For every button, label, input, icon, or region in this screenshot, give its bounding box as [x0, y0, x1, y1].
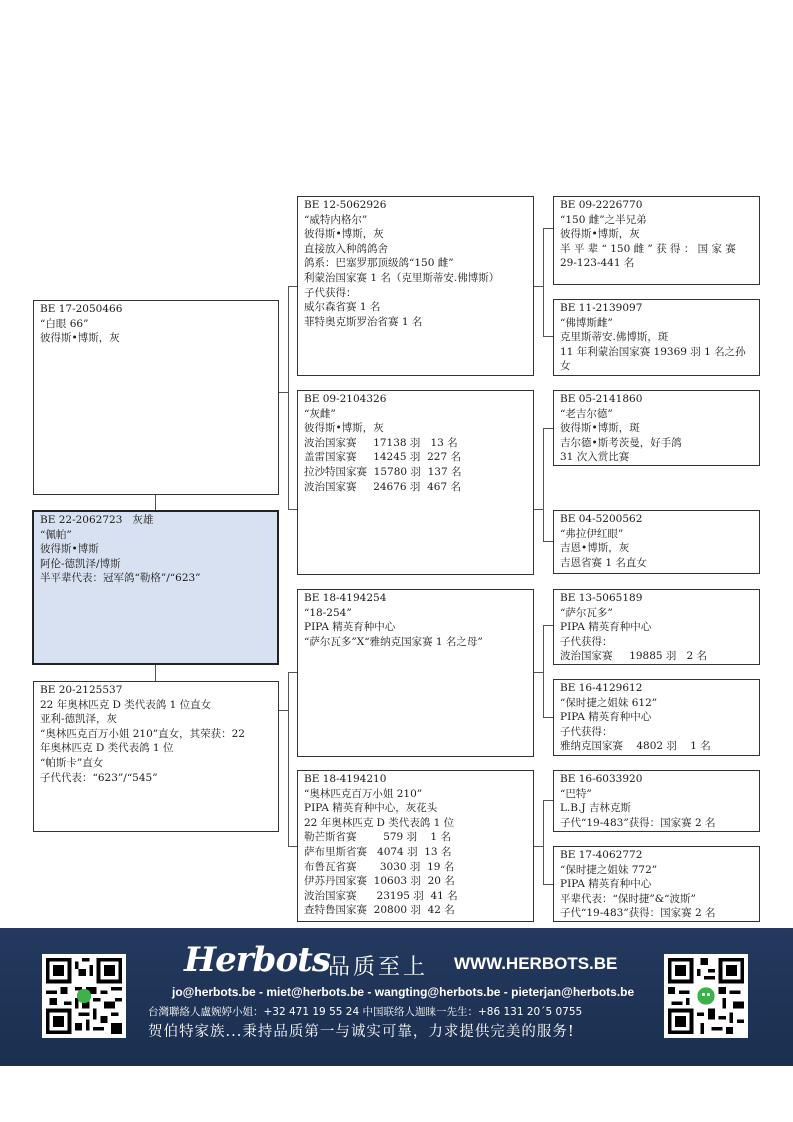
ring-number: BE 18-4194254	[304, 592, 387, 604]
pedigree-line: 利蒙治国家赛 1 名（克里斯蒂安.佛博斯）	[304, 271, 500, 284]
pedigree-line: 11 年利蒙治国家赛 19369 羽 1 名之孙	[560, 345, 746, 358]
brand-header	[184, 940, 624, 984]
ring-number: BE 13-5065189	[560, 592, 643, 604]
ring-number: BE 04-5200562	[560, 513, 643, 525]
contact-phones: 台灣聯絡人盧婉婷小姐：+32 471 19 55 24 中国联络人迦睐一先生：+86 131 20´5 0755	[148, 1006, 583, 1018]
connector	[288, 672, 289, 846]
pedigree-line: 吉尔德•斯考茨曼，好手鸽	[560, 436, 682, 449]
pedigree-line: 彼得斯•博斯，灰	[304, 228, 384, 241]
pedigree-line: 吉恩省赛 1 名直女	[560, 556, 647, 569]
pedigree-line: 波治国家赛 24676 羽 467 名	[304, 480, 461, 493]
pedigree-subject	[32, 510, 279, 665]
pedigree-line: 22 年奥林匹克 D 类代表鸽 1 位直女	[40, 698, 212, 711]
connector	[534, 672, 543, 673]
pedigree-line: 勒芒斯省赛 579 羽 1 名	[304, 831, 451, 844]
pedigree-sire-dam	[297, 390, 534, 575]
connector	[543, 228, 544, 336]
ring-number: BE 18-4194210	[304, 773, 387, 785]
pedigree-sire-sire	[297, 196, 534, 376]
pedigree-sd-dam	[553, 510, 760, 574]
pedigree-line: 拉沙特国家赛 15780 羽 137 名	[304, 465, 462, 478]
pedigree-line: “萨尔瓦多”	[560, 606, 613, 619]
pedigree-ds-dam	[553, 679, 760, 756]
pedigree-ds-sire	[553, 589, 760, 665]
connector	[543, 428, 544, 541]
pedigree-line: “18-254”	[304, 606, 352, 619]
pedigree-dd-dam	[553, 846, 760, 922]
pedigree-line: 盖雷国家赛 14245 羽 227 名	[304, 451, 461, 464]
pedigree-line: “奥林匹克百万小姐 210”	[304, 787, 423, 800]
brand-slogan: 品质至上	[328, 955, 429, 980]
pedigree-line: 子代获得：	[304, 286, 357, 299]
pedigree-dam	[33, 681, 279, 832]
ring-number: BE 20-2125537	[40, 684, 123, 696]
pedigree-line: 彼得斯•博斯，灰	[560, 228, 640, 241]
ring-number: BE 17-2050466	[40, 303, 123, 315]
connector	[543, 228, 553, 229]
pedigree-line: 29-123-441 名	[560, 257, 635, 270]
pedigree-line: “老吉尔德”	[560, 407, 613, 420]
pedigree-line: 子代获得：	[560, 725, 613, 738]
connector	[543, 625, 553, 626]
connector	[279, 392, 288, 393]
ring-number: BE 12-5062926	[304, 199, 387, 211]
pedigree-dam-sire	[297, 589, 534, 757]
pedigree-line: “佛博斯雌”	[560, 316, 613, 329]
pedigree-line: 吉恩•博斯，灰	[560, 542, 630, 555]
pedigree-line: 直接放入种鸽鸽舍	[304, 242, 388, 255]
pedigree-line: “灰雌”	[304, 407, 336, 420]
pedigree-line: “150 雌”之半兄弟	[560, 213, 647, 226]
ring-number: BE 17-4062772	[560, 849, 643, 861]
pedigree-dd-sire	[553, 770, 760, 832]
pedigree-line: 波治国家赛 19885 羽 2 名	[560, 650, 707, 663]
company-tagline: 贺伯特家族...秉持品质第一与诚实可靠，力求提供完美的服务!	[148, 1024, 575, 1040]
connector	[288, 846, 297, 847]
pedigree-line: 彼得斯•博斯，斑	[560, 422, 640, 435]
pedigree-line: “奥林匹克百万小姐 210”直女，其荣获：22	[40, 727, 245, 740]
pedigree-line: PIPA 精英育种中心	[560, 621, 652, 634]
connector	[543, 625, 544, 717]
connector	[543, 884, 553, 885]
pedigree-line: 子代“19-483”获得：国家赛 2 名	[560, 816, 716, 829]
wechat-qr-code-icon	[664, 954, 748, 1038]
connector	[155, 495, 156, 511]
herbots-logo: Herbots	[184, 940, 330, 980]
pedigree-line: 萨布里斯省赛 4074 羽 13 名	[304, 845, 452, 858]
pedigree-line: 子代代表：“623”/“545”	[40, 771, 158, 784]
pedigree-line: 22 年奥林匹克 D 类代表鸽 1 位	[304, 816, 455, 829]
pedigree-line: 菲特奥克斯罗治省赛 1 名	[304, 315, 423, 328]
pedigree-dam-dam	[297, 770, 534, 922]
pedigree-line: 雅纳克国家赛 4802 羽 1 名	[560, 740, 711, 753]
pedigree-line: “巴特”	[560, 787, 592, 800]
ring-number: BE 11-2139097	[560, 302, 643, 314]
pedigree-line: PIPA 精英育种中心	[560, 711, 652, 724]
connector	[279, 710, 288, 711]
connector	[543, 541, 553, 542]
pedigree-line: 查特鲁国家赛 20800 羽 42 名	[304, 904, 455, 917]
pedigree-line: 31 次入赏比赛	[560, 451, 630, 464]
pedigree-line: L.B.J 吉林克斯	[560, 802, 631, 815]
pedigree-sd-sire	[553, 390, 760, 466]
pedigree-line: 威尔森省赛 1 名	[304, 301, 381, 314]
pedigree-line: “威特内格尔”	[304, 213, 368, 226]
connector	[543, 717, 553, 718]
ring-number: BE 22-2062723 灰雄	[40, 514, 154, 526]
ring-number: BE 05-2141860	[560, 393, 643, 405]
pedigree-line: 子代“19-483”获得：国家赛 2 名	[560, 907, 716, 920]
website-link[interactable]: WWW.HERBOTS.BE	[454, 954, 618, 973]
ring-number: BE 16-4129612	[560, 682, 643, 694]
pedigree-line: 克里斯蒂安.佛博斯，斑	[560, 331, 669, 344]
pedigree-line: 平辈代表：“保时捷”&“波斯”	[560, 892, 696, 905]
connector	[534, 509, 543, 510]
pedigree-line: 伊苏丹国家赛 10603 羽 20 名	[304, 875, 455, 888]
pedigree-line: 阿伦-德凯泽/博斯	[40, 557, 121, 570]
pedigree-line: 波治国家赛 17138 羽 13 名	[304, 436, 458, 449]
pedigree-line: 半 平 辈 “ 150 雌 ” 获 得 ： 国 家 赛	[560, 242, 736, 255]
pedigree-line: 彼得斯•博斯，灰	[304, 422, 384, 435]
pedigree-line: 鸽系：巴塞罗那顶级鸽“150 雌”	[304, 257, 454, 270]
connector	[288, 286, 297, 287]
connector	[543, 800, 553, 801]
pedigree-line: “保时捷之姐妹 612”	[560, 696, 658, 709]
footer-banner	[0, 928, 793, 1066]
pedigree-line: 女	[560, 360, 571, 373]
pedigree-line: “弗拉伊红眼”	[560, 527, 624, 540]
pedigree-line: 子代获得：	[560, 635, 613, 648]
pedigree-line: PIPA 精英育种中心，灰花头	[304, 802, 438, 815]
connector	[288, 509, 297, 510]
ring-number: BE 16-6033920	[560, 773, 643, 785]
pedigree-line: “保时捷之姐妹 772”	[560, 863, 658, 876]
qr-code-icon	[42, 954, 126, 1038]
pedigree-sire	[33, 300, 279, 495]
pedigree-line: 彼得斯•博斯，灰	[40, 332, 120, 345]
pedigree-line: 年奥林匹克 D 类代表鸽 1 位	[40, 742, 174, 755]
pedigree-line: “帕斯卡”直女	[40, 756, 104, 769]
connector	[543, 800, 544, 884]
ring-number: BE 09-2104326	[304, 393, 387, 405]
connector	[543, 336, 553, 337]
pedigree-line: “萨尔瓦多”X“雅纳克国家赛 1 名之母”	[304, 635, 483, 648]
connector	[288, 286, 289, 509]
connector	[543, 428, 553, 429]
pedigree-line: PIPA 精英育种中心	[304, 621, 396, 634]
connector	[288, 672, 297, 673]
pedigree-line: 半平辈代表：冠军鸽“勒格”/“623”	[40, 572, 201, 585]
connector	[155, 664, 156, 681]
connector	[534, 286, 543, 287]
connector	[534, 846, 543, 847]
ring-number: BE 09-2226770	[560, 199, 643, 211]
pedigree-line: “佩帕”	[40, 528, 72, 541]
email-addresses[interactable]: jo@herbots.be - miet@herbots.be - wangting@herbots.be - pieterjan@herbots.be	[172, 985, 635, 999]
pedigree-line: “白眼 66”	[40, 317, 89, 330]
pedigree-ss-dam	[553, 299, 760, 376]
pedigree-line: 亚利-德凯泽，灰	[40, 713, 118, 726]
pedigree-line: PIPA 精英育种中心	[560, 878, 652, 891]
pedigree-line: 布鲁瓦省赛 3030 羽 19 名	[304, 860, 455, 873]
pedigree-line: 彼得斯•博斯	[40, 543, 99, 556]
pedigree-line: 波治国家赛 23195 羽 41 名	[304, 889, 458, 902]
pedigree-ss-sire	[553, 196, 760, 285]
